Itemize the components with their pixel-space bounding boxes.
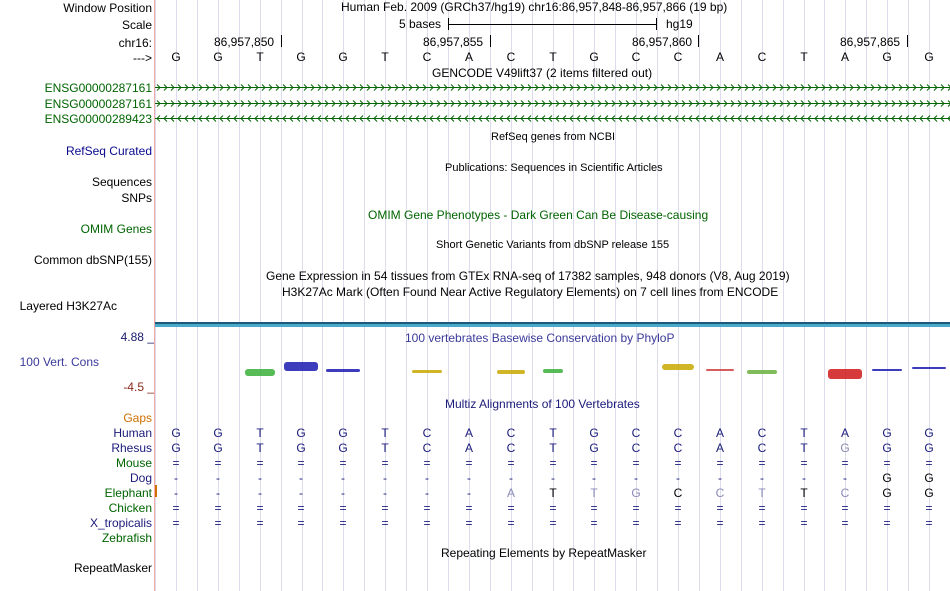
mouse-base: = [381,456,389,470]
mouse-base: = [172,456,180,470]
genomic-base: G [338,50,348,64]
xtrop-base: = [256,516,264,530]
elephant-base: G [924,486,934,500]
track-data-area[interactable] [155,0,950,591]
genomic-base: C [757,50,767,64]
genomic-base: T [256,50,264,64]
xtrop-base: = [297,516,305,530]
mouse-base: = [800,456,808,470]
position-tick-4 [907,35,908,47]
xtrop-base: = [716,516,724,530]
rhesus-base: C [673,441,683,455]
human-base: G [338,426,348,440]
human-base: C [757,426,767,440]
gencode-item-label-3[interactable]: ENSG00000289423 [44,112,152,126]
refseq-track-label[interactable]: RefSeq Curated [65,144,152,158]
phylop-logo-mark [662,364,694,370]
dog-base: - [425,471,429,485]
genomic-base: G [171,50,181,64]
gaps-label[interactable]: Gaps [123,411,152,425]
human-base: G [924,426,934,440]
rhesus-base: G [213,441,223,455]
snps-track-label[interactable]: SNPs [121,191,152,205]
phylop-logo-mark [747,370,777,374]
genomic-base: A [715,50,724,64]
omim-track-label[interactable]: OMIM Genes [80,222,152,236]
chicken-base: = [214,501,222,515]
species-label-dog: Dog [129,471,152,485]
xtrop-base: = [549,516,557,530]
rhesus-base: A [464,441,473,455]
phylop-logo-mark [284,362,318,371]
chicken-base: = [800,501,808,515]
mouse-base: = [883,456,891,470]
xtrop-base: = [423,516,431,530]
phylop-logo-mark [497,370,525,374]
rhesus-base: G [882,441,892,455]
gencode-track-title: GENCODE V49lift37 (2 items filtered out) [432,66,653,80]
dog-base: - [258,471,262,485]
repeatmasker-track-label[interactable]: RepeatMasker [73,561,152,575]
human-base: A [715,426,724,440]
dog-base: - [383,471,387,485]
mouse-base: = [674,456,682,470]
human-base: C [631,426,641,440]
elephant-base: - [425,486,429,500]
chicken-base: = [674,501,682,515]
species-label-chicken: Chicken [108,501,152,515]
mouse-base: = [465,456,473,470]
scale-bar [448,24,656,25]
species-label-mouse: Mouse [115,456,152,470]
genomic-base: G [924,50,934,64]
genomic-base: A [464,50,473,64]
dog-base: - [592,471,596,485]
chicken-base: = [925,501,933,515]
mouse-base: = [716,456,724,470]
mouse-base: = [632,456,640,470]
gtex-track-title: Gene Expression in 54 tissues from GTEx RNA-seq of 17382 samples, 948 donors (V8, Aug 2019) [266,269,790,283]
elephant-base: - [299,486,303,500]
genomic-base: T [800,50,808,64]
elephant-base: T [758,486,766,500]
gencode-item-label-1[interactable]: ENSG00000287161 [44,81,152,95]
gencode-gene-2[interactable] [155,99,950,108]
multiz-track-title: Multiz Alignments of 100 Vertebrates [445,397,640,411]
human-base: T [549,426,557,440]
chicken-base: = [716,501,724,515]
human-base: T [256,426,264,440]
dog-base: G [882,471,892,485]
phylop-max-value: 4.88 _ [120,330,154,344]
rhesus-base: C [422,441,432,455]
position-label-3: 86,957,860 [632,35,693,49]
mouse-base: = [549,456,557,470]
xtrop-base: = [883,516,891,530]
chicken-base: = [758,501,766,515]
phylop-track-label[interactable]: 100 Vert. Cons [19,355,99,369]
rhesus-base: C [631,441,641,455]
scale-bar-left-tick [448,18,449,30]
chicken-base: = [297,501,305,515]
human-base: G [213,426,223,440]
rhesus-base: C [506,441,516,455]
xtrop-base: = [841,516,849,530]
rhesus-base: G [338,441,348,455]
mouse-base: = [256,456,264,470]
phylop-logo-mark [872,369,902,371]
track-labels-column [0,0,154,591]
species-label-xtropicalis: X_tropicalis [89,516,152,530]
publications-track-title: Publications: Sequences in Scientific Articles [445,162,663,174]
phylop-logo-mark [412,370,442,373]
chicken-base: = [465,501,473,515]
chicken-base: = [590,501,598,515]
elephant-base: - [383,486,387,500]
position-label-4: 86,957,865 [840,35,901,49]
xtrop-base: = [507,516,515,530]
position-tick-1 [281,35,282,47]
h3k27ac-track-label[interactable]: Layered H3K27Ac [19,299,117,313]
h3k27ac-track-title: H3K27Ac Mark (Often Found Near Active Regulatory Elements) on 7 cell lines from ENCODE [282,285,779,299]
mouse-base: = [339,456,347,470]
rhesus-base: T [800,441,808,455]
xtrop-base: = [339,516,347,530]
mouse-base: = [758,456,766,470]
chicken-base: = [632,501,640,515]
elephant-base: A [506,486,515,500]
position-label-1: 86,957,850 [214,35,275,49]
genomic-base: G [296,50,306,64]
human-base: A [464,426,473,440]
omim-track-title: OMIM Gene Phenotypes - Dark Green Can Be Disease-causing [368,208,709,222]
genomic-base: G [882,50,892,64]
human-base: C [673,426,683,440]
phylop-logo-mark [706,369,734,371]
dog-base: - [718,471,722,485]
phylop-logo-mark [543,369,563,373]
dog-base: - [509,471,513,485]
xtrop-base: = [758,516,766,530]
dog-base: - [760,471,764,485]
phylop-logo-mark [828,369,862,379]
elephant-base: T [590,486,598,500]
mouse-base: = [214,456,222,470]
phylop-logo-mark [245,369,275,376]
genomic-base: T [381,50,389,64]
chicken-base: = [339,501,347,515]
rhesus-base: G [589,441,599,455]
xtrop-base: = [925,516,933,530]
scale-bar-right-tick [656,18,657,30]
chicken-base: = [841,501,849,515]
dog-base: - [341,471,345,485]
elephant-base: G [882,486,892,500]
phylop-min-value: -4.5 _ [123,380,154,394]
human-base: G [589,426,599,440]
human-base: T [800,426,808,440]
rhesus-base: G [924,441,934,455]
rhesus-base: G [840,441,850,455]
xtrop-base: = [674,516,682,530]
rhesus-base: T [549,441,557,455]
chicken-base: = [423,501,431,515]
species-label-human: Human [113,426,152,440]
human-base: C [506,426,516,440]
xtrop-base: = [632,516,640,530]
elephant-base: T [549,486,557,500]
dog-base: - [299,471,303,485]
repeatmasker-track-title: Repeating Elements by RepeatMasker [441,546,647,560]
xtrop-base: = [172,516,180,530]
gencode-item-label-2[interactable]: ENSG00000287161 [44,97,152,111]
mouse-base: = [297,456,305,470]
xtrop-base: = [590,516,598,530]
chicken-base: = [507,501,515,515]
species-label-elephant: Elephant [104,486,152,500]
dog-base: - [174,471,178,485]
genomic-base: C [422,50,432,64]
xtrop-base: = [214,516,222,530]
human-base: G [171,426,181,440]
phylop-logo-mark [326,369,360,372]
scale-text: 5 bases [399,17,442,31]
phylop-track-title: 100 vertebrates Basewise Conservation by PhyloP [405,331,675,345]
species-label-zebrafish: Zebrafish [101,531,152,545]
dog-base: - [843,471,847,485]
mouse-base: = [841,456,849,470]
gencode-gene-3[interactable] [155,114,950,123]
chicken-base: = [381,501,389,515]
dog-base: - [467,471,471,485]
xtrop-base: = [800,516,808,530]
human-base: G [296,426,306,440]
gencode-gene-1[interactable] [155,83,950,92]
mouse-base: = [590,456,598,470]
elephant-base: - [174,486,178,500]
dbsnp-track-title: Short Genetic Variants from dbSNP release 155 [436,239,670,251]
rhesus-base: T [256,441,264,455]
elephant-base: - [216,486,220,500]
rhesus-base: T [381,441,389,455]
human-base: A [840,426,849,440]
genomic-base: T [549,50,557,64]
elephant-base: - [258,486,262,500]
position-tick-2 [490,35,491,47]
genomic-base: G [213,50,223,64]
xtrop-base: = [381,516,389,530]
elephant-base: - [467,486,471,500]
elephant-gap-marker [155,485,157,497]
dog-base: - [802,471,806,485]
dog-base: - [216,471,220,485]
refseq-track-title: RefSeq genes from NCBI [491,131,616,143]
dog-base: - [551,471,555,485]
genomic-base: A [840,50,849,64]
chicken-base: = [172,501,180,515]
rhesus-base: G [296,441,306,455]
scale-label: Scale [121,18,152,32]
window-position-label: Window Position [63,1,152,15]
genomic-base: G [589,50,599,64]
mouse-base: = [925,456,933,470]
elephant-base: C [715,486,725,500]
phylop-logo-mark [912,367,946,369]
dog-base: - [676,471,680,485]
dog-base: G [924,471,934,485]
chicken-base: = [883,501,891,515]
rhesus-base: G [171,441,181,455]
mouse-base: = [507,456,515,470]
elephant-base: C [673,486,683,500]
chicken-base: = [549,501,557,515]
genomic-base: C [506,50,516,64]
strand-arrow-label: ---> [133,51,152,65]
human-base: T [381,426,389,440]
chicken-base: = [256,501,264,515]
dbsnp-track-label[interactable]: Common dbSNP(155) [33,253,152,267]
assembly-position-text: Human Feb. 2009 (GRCh37/hg19) chr16:86,957,848-86,957,866 (19 bp) [341,0,728,14]
elephant-base: C [840,486,850,500]
rhesus-base: A [715,441,724,455]
genomic-base: C [673,50,683,64]
mouse-base: = [423,456,431,470]
human-base: G [882,426,892,440]
elephant-base: - [341,486,345,500]
human-base: C [422,426,432,440]
xtrop-base: = [465,516,473,530]
chrom-label: chr16: [118,36,152,50]
elephant-base: T [800,486,808,500]
dog-base: - [634,471,638,485]
position-tick-3 [698,35,699,47]
sequences-track-label[interactable]: Sequences [91,175,152,189]
scale-db-text: hg19 [666,17,693,31]
rhesus-base: C [757,441,767,455]
species-label-rhesus: Rhesus [111,441,152,455]
h3k27ac-signal-band [155,324,950,327]
elephant-base: G [631,486,641,500]
position-label-2: 86,957,855 [423,35,484,49]
genomic-base: C [631,50,641,64]
